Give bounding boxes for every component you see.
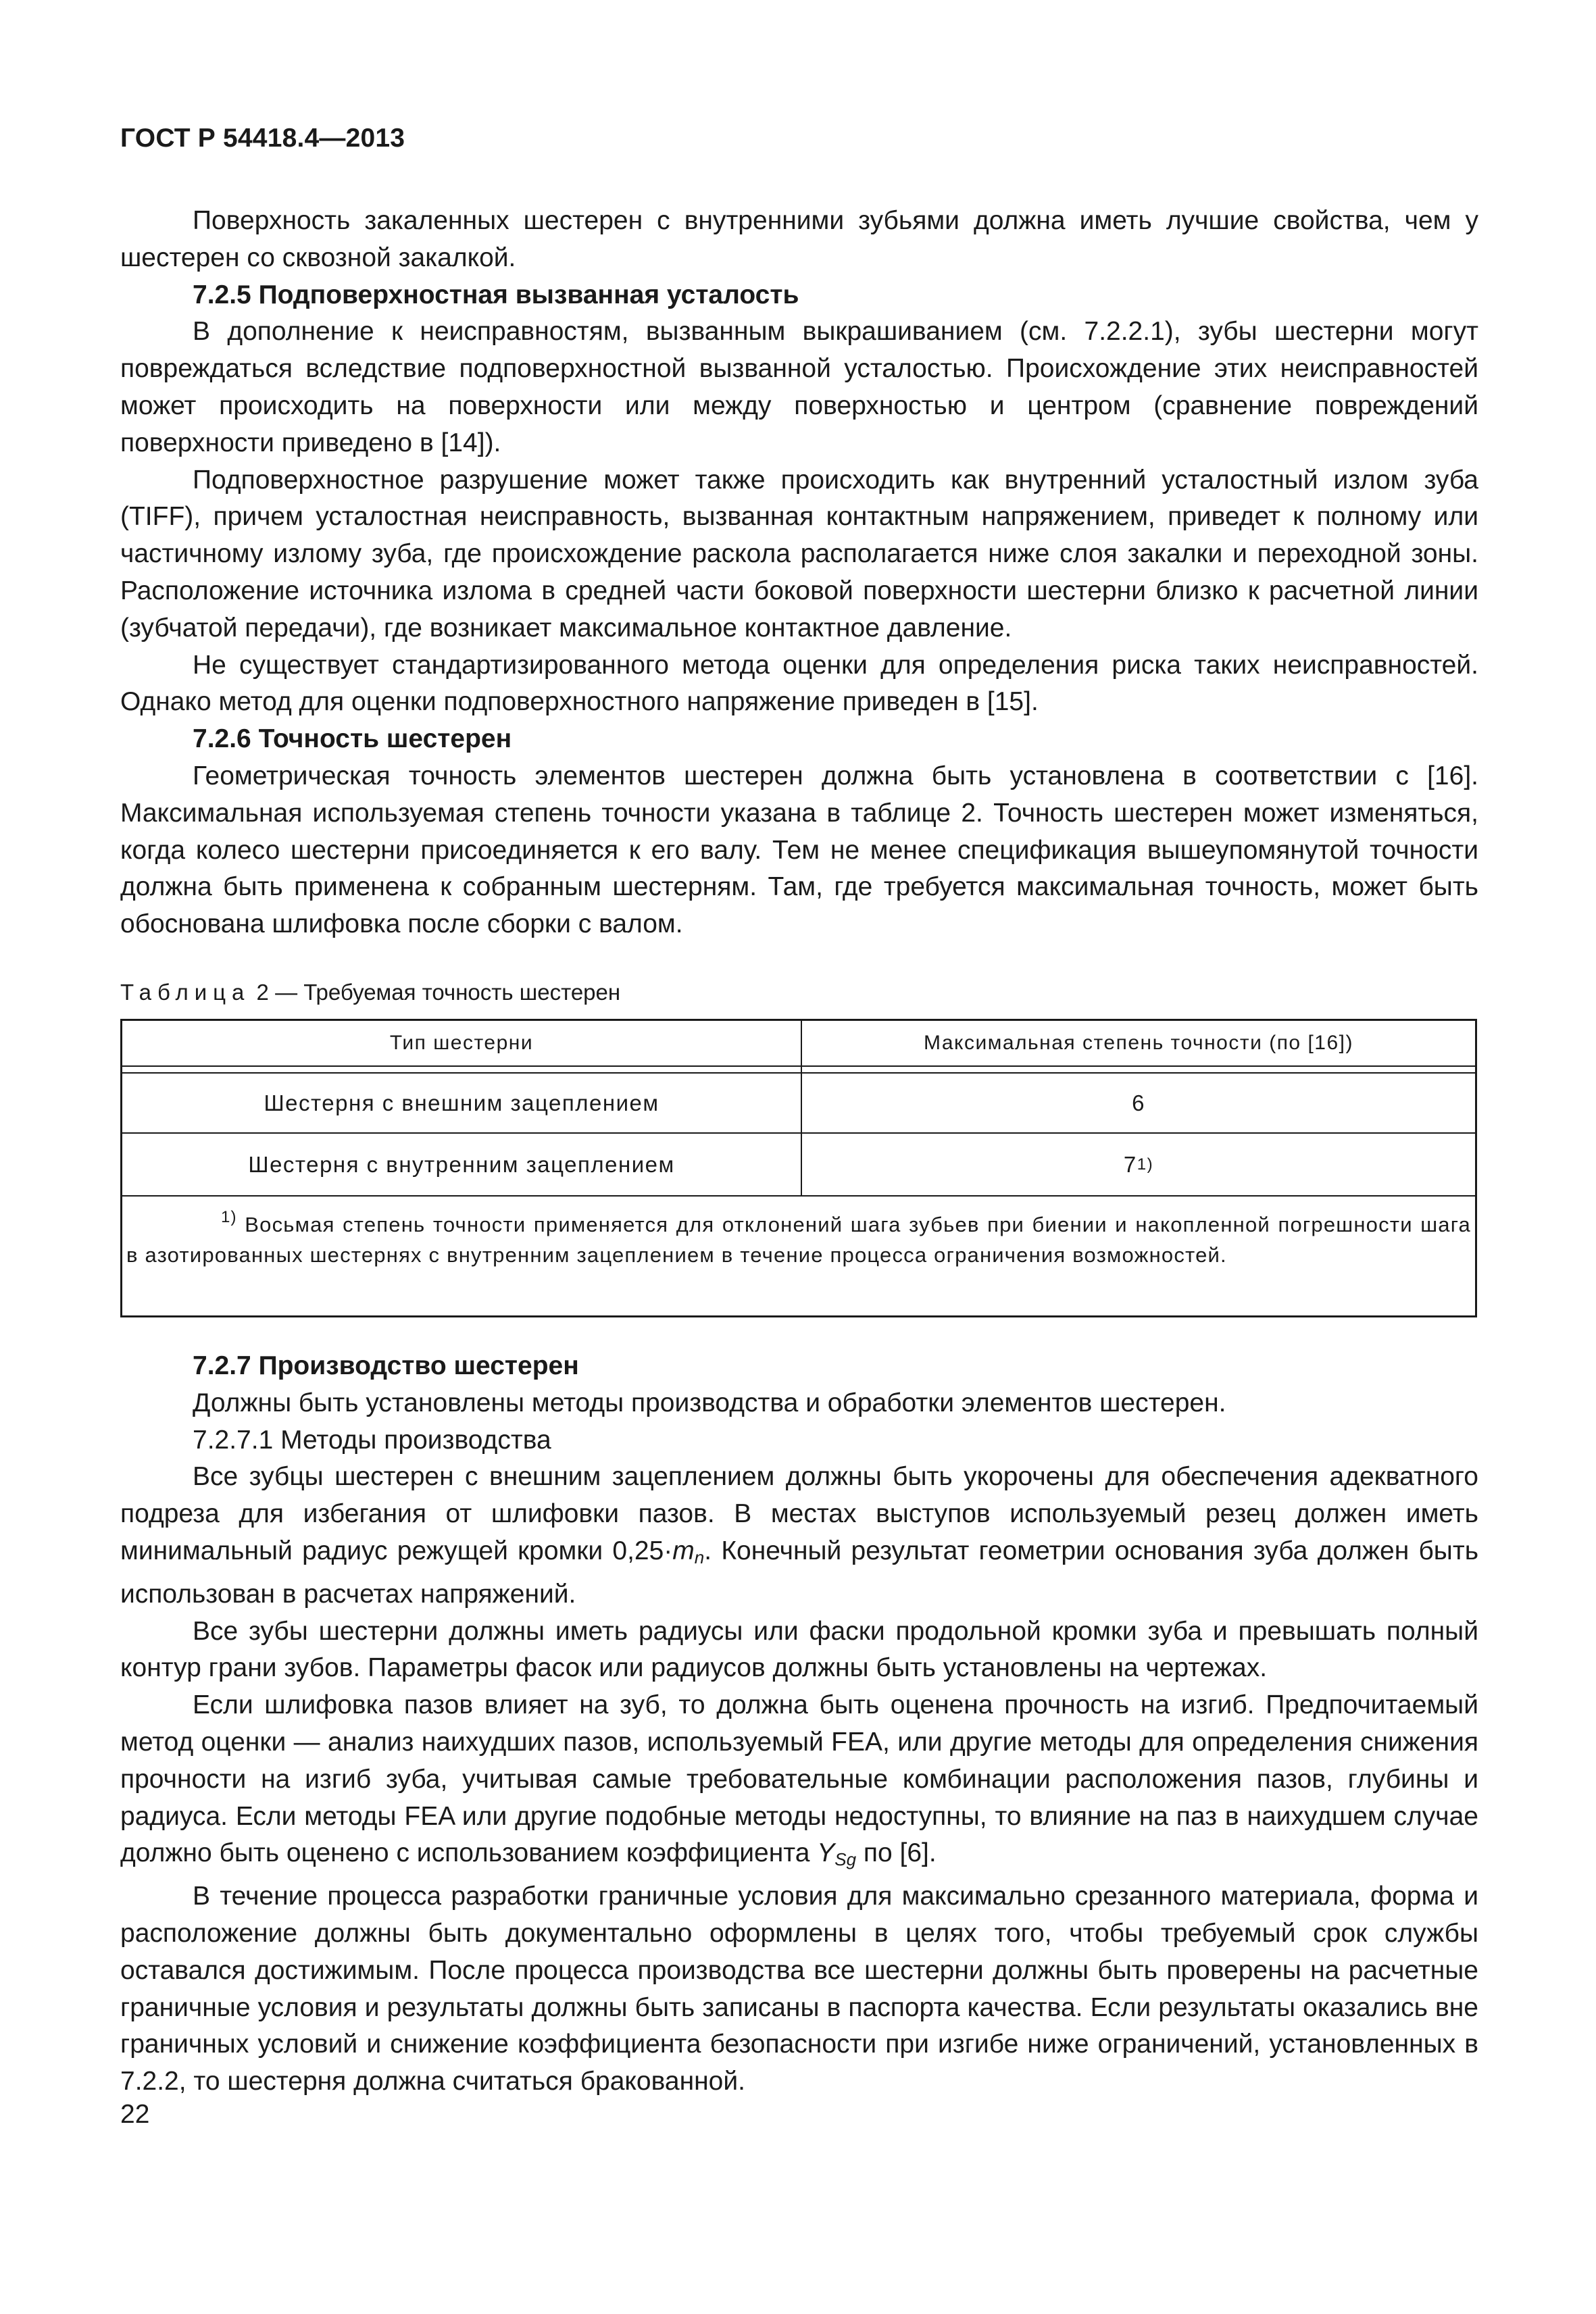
heading-7-2-7: 7.2.7 Производство шестерен [193,1351,579,1380]
footnote-reference: 1) [1137,1155,1154,1174]
heading-7-2-5: 7.2.5 Подповерхностная вызванная усталость [193,280,799,309]
table-caption-title: 2 — Требуемая точность шестерен [250,980,621,1005]
paragraph: В дополнение к неисправностям, вызванным выкрашиванием (см. 7.2.2.1), зубы шестерни могут повреждаться вследствие подповерхностной вызванной усталостью. Происхождение этих неисправностей может происходить на поверхности или между поверхностью и центром (сравнение повреждений поверхности приведено в [14]). [120,317,1478,457]
heading-7-2-6: 7.2.6 Точность шестерен [193,724,512,754]
paragraph: Геометрическая точность элементов шестерен должна быть установлена в соответствии с [16]. Максимальная используемая степень точности указана в таблице 2. Точность шестерен может изменяться, когда колесо шестерни присоединяется к его валу. Тем не менее спецификация вышеупомянутой точности должна быть применена к собранным шестерням. Там, где требуется максимальная точность, может быть обоснована шлифовка после сборки с валом. [120,761,1478,939]
col-header-type: Тип шестерни [389,1032,534,1054]
footnote-marker: 1) [221,1208,237,1226]
subheading-7-2-7-1: 7.2.7.1 Методы производства [193,1425,551,1455]
paragraph: Должны быть установлены методы производства и обработки элементов шестерен. [193,1388,1226,1417]
table-caption-prefix: Таблица [120,980,251,1005]
table-cell-grade [802,1074,1475,1132]
paragraph: В течение процесса разработки граничные условия для максимально срезанного материала, форма и расположение должны быть документально оформлены в целях того, чтобы требуемый срок службы оставался достижимым. После процесса производства все шестерни должны быть проверены на расчетные граничные условия и результаты должны быть записаны в паспорта качества. Если результаты оказались вне граничных условий и снижение коэффициента безопасности при изгибе ниже ограничений, установленных в 7.2.2, то шестерня должна считаться бракованной. [120,1882,1478,2096]
section-7-2-5-7-2-6 [120,203,1478,943]
footnote-divider [122,1195,1475,1197]
header-divider [122,1065,1475,1067]
section-7-2-7 [120,1348,1478,2101]
table-cell-grade [802,1134,1475,1195]
grade-value: 7 [1123,1151,1137,1177]
table-footnote [126,1202,1471,1270]
table-cell-type: Шестерня с внутренним зацеплением [248,1151,675,1177]
col-header-grade: Максимальная степень точности (по [16]) [924,1032,1353,1054]
table-caption [120,978,620,1007]
document-code: ГОСТ Р 54418.4—2013 [120,124,405,153]
footnote-text: Восьмая степень точности применяется для отклонений шага зубьев при биении и накопленной погрешности шага в азотированных шестернях с внутренним зацеплением в течение процесса ограничения возможностей. [126,1213,1471,1267]
paragraph: Если шлифовка пазов влияет на зуб, то должна быть оценена прочность на изгиб. Предпочитаемый метод оценки — анализ наихудших пазов, используемый FEA, или другие методы для определения снижения прочности на изгиб зуба, учитывая самые требовательные комбинации расположения пазов, глубины и радиуса. Если методы FEA или другие подобные методы недоступны, то влияние на паз в наихудшем случае должно быть оценено с использованием коэффициента $Y_{Sg}$ по [6]. [120,1690,1478,1870]
paragraph: Подповерхностное разрушение может также происходить как внутренний усталостный излом зуба (TIFF), причем усталостная неисправность, вызванная контактным напряжением, приведет к полному или частичному излому зуба, где происхождение раскола располагается ниже слоя закалки и переходной зоны. Расположение источника излома в средней части боковой поверхности шестерни близко к расчетной линии (зубчатой передачи), где возникает максимальное контактное давление. [120,465,1478,643]
paragraph: Не существует стандартизированного метода оценки для определения риска таких неисправностей. Однако метод для оценки подповерхностного напряжение приведен в [15]. [120,650,1478,717]
accuracy-table [120,1019,1477,1317]
paragraph: Поверхность закаленных шестерен с внутренними зубьями должна иметь лучшие свойства, чем у шестерен со сквозной закалкой. [120,206,1478,272]
grade-value: 6 [1132,1090,1145,1115]
paragraph: Все зубцы шестерен с внешним зацеплением должны быть укорочены для обеспечения адекватного подреза для избегания от шлифовки пазов. В местах выступов используемый резец должен иметь минимальный радиус режущей кромки $0,25\cdot m_n$. Конечный результат геометрии основания зуба должен быть использован в расчетах напряжений. [120,1462,1479,1609]
page-number: 22 [120,2100,150,2129]
table-cell-type: Шестерня с внешним зацеплением [264,1090,659,1115]
paragraph: Все зубы шестерни должны иметь радиусы или фаски продольной кромки зуба и превышать полный контур грани зубов. Параметры фасок или радиусов должны быть установлены на чертежах. [120,1616,1478,1683]
